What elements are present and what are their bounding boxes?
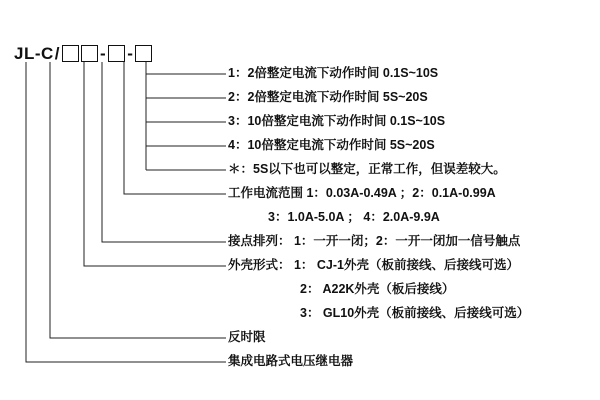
annotation-row: 4：10倍整定电流下动作时间 5S~20S xyxy=(228,138,435,152)
annotation-row: 1：2倍整定电流下动作时间 0.1S~10S xyxy=(228,66,439,80)
code-box-3 xyxy=(108,45,125,62)
code-slash: / xyxy=(54,44,61,63)
annotation-row: ＊：5S以下也可以整定，正常工作，但误差较大。 xyxy=(228,162,506,176)
annotation-row: 接点排列： 1：一开一闭；2：一开一闭加一信号触点 xyxy=(228,234,521,248)
annotation-row: 工作电流范围 1：0.03A-0.49A ；2：0.1A-0.99A xyxy=(228,186,496,200)
code-separator-2: - xyxy=(127,44,134,63)
annotation-row: 2： A22K外壳（板后接线） xyxy=(300,282,455,296)
annotation-row: 3：1.0A-5.0A ； 4：2.0A-9.9A xyxy=(268,210,440,224)
annotation-row: 集成电路式电压继电器 xyxy=(228,354,354,368)
model-code-line xyxy=(14,44,153,64)
annotation-row: 反时限 xyxy=(228,330,266,344)
code-prefix: JL-C xyxy=(14,44,54,63)
annotation-row: 3： GL10外壳（板前接线、后接线可选） xyxy=(300,306,530,320)
code-separator-1: - xyxy=(100,44,107,63)
code-box-4 xyxy=(135,45,152,62)
annotation-row: 3：10倍整定电流下动作时间 0.1S~10S xyxy=(228,114,446,128)
code-box-2 xyxy=(81,45,98,62)
annotation-row: 2：2倍整定电流下动作时间 5S~20S xyxy=(228,90,428,104)
annotation-row: 外壳形式： 1： CJ-1外壳（板前接线、后接线可选） xyxy=(228,258,519,272)
code-box-1 xyxy=(62,45,79,62)
